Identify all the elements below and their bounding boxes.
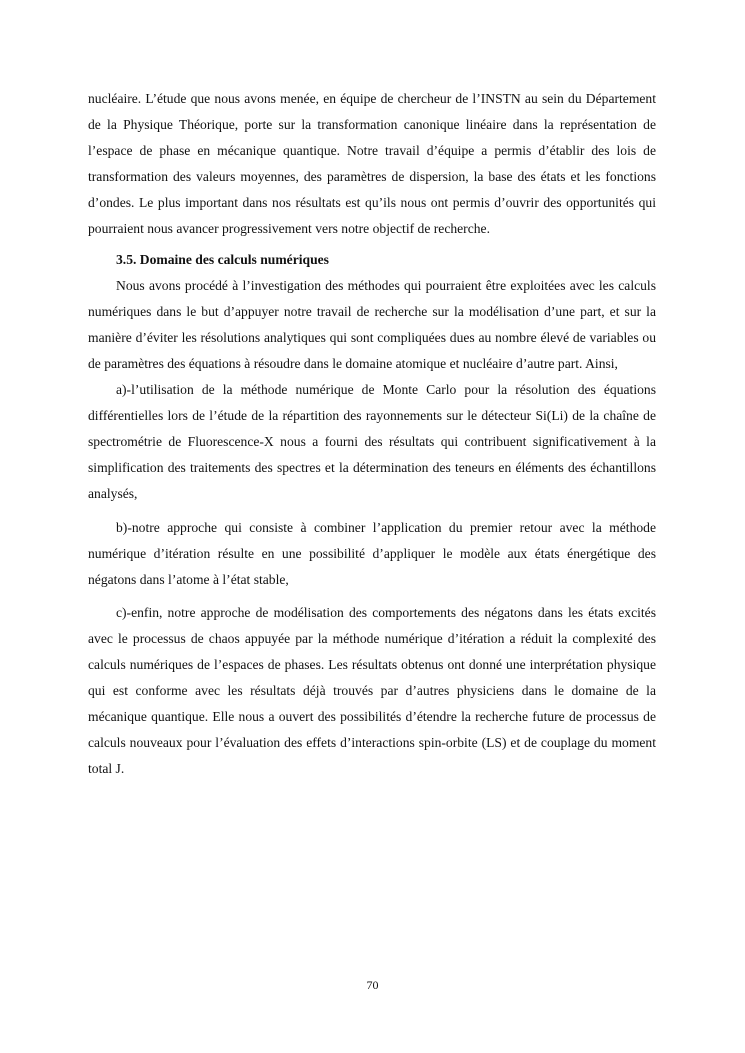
paragraph-intro: nucléaire. L’étude que nous avons menée, en équipe de chercheur de l’INSTN au sein du Département de la Physique Théorique, porte sur la transformation canonique linéaire dans la représentation de l’espace de phase en mécanique quantique. Notre travail d’équipe a permis d’établir des lois de transformation des valeurs moyennes, des paramètres de dispersion, la base des états et les fonctions d’ondes. Le plus important dans nos résultats est qu’ils nous ont permis d’ouvrir des opportunités qui pourraient nous avancer progressivement vers notre objectif de recherche. [88,91,656,237]
paragraph-section-intro: Nous avons procédé à l’investigation des méthodes qui pourraient être exploitées avec les calculs numériques dans le but d’appuyer notre travail de recherche sur la modélisation d’une part, et sur la manière d’éviter les résolutions analytiques qui sont compliquées dues au nombre élevé de variables ou de paramètres des équations à résoudre dans le domaine atomique et nucléaire d’autre part. Ainsi, [88,277,656,371]
section-heading: 3.5. Domaine des calculs numériques [116,251,329,267]
page-number: 70 [366,978,379,992]
paragraph-item-c: c)-enfin, notre approche de modélisation des comportements des négatons dans les états excités avec le processus de chaos appuyée par la méthode numérique d’itération a réduit la complexité des calculs numériques de l’espaces de phases. Les résultats obtenus ont donné une interprétation physique qui est conforme avec les résultats déjà trouvés par d’autres physiciens dans le domaine de la mécanique quantique. Elle nous a ouvert des possibilités d’étendre la recherche future de processus de calculs nouveaux pour l’évaluation des effets d’interactions spin-orbite (LS) et de couplage du moment total J. [88,604,656,777]
paragraph-item-b: b)-notre approche qui consiste à combiner l’application du premier retour avec la méthode numérique d’itération résulte en une possibilité d’appliquer le modèle aux états énergétique des négatons dans l’atome à l’état stable, [88,519,656,587]
page-content [88,86,656,782]
paragraph-item-a: a)-l’utilisation de la méthode numérique de Monte Carlo pour la résolution des équations différentielles lors de l’étude de la répartition des rayonnements sur le détecteur Si(Li) de la chaîne de spectrométrie de Fluorescence-X nous a fourni des résultats qui contribuent significativement à la simplification des traitements des spectres et la détermination des teneurs en éléments des échantillons analysés, [88,382,656,502]
